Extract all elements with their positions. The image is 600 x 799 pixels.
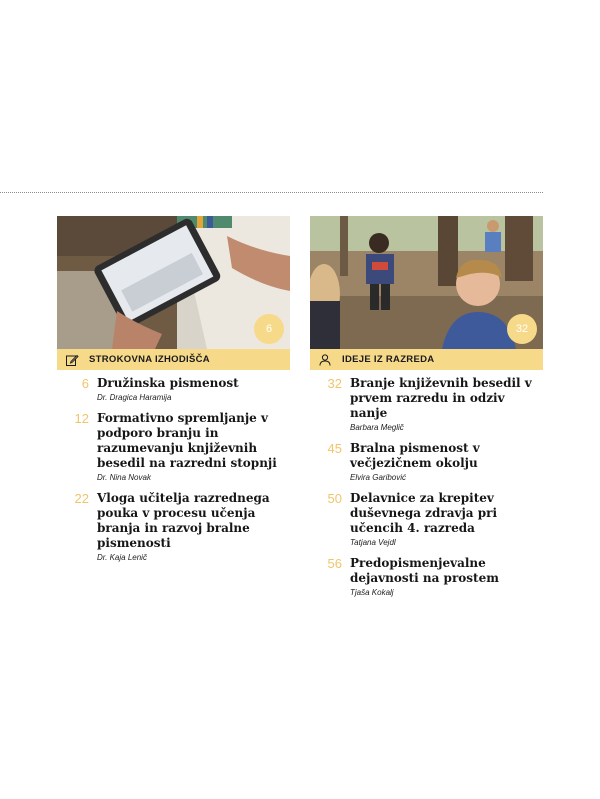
toc-entry[interactable]: [310, 491, 543, 549]
page-number: 56: [327, 556, 342, 571]
toc-list: [310, 376, 543, 599]
section-header: [310, 349, 543, 370]
toc-entry[interactable]: [310, 441, 543, 484]
toc-entry[interactable]: [57, 376, 290, 404]
section-ideje-iz-razreda: [310, 216, 543, 606]
article-author: Dr. Nina Novak: [97, 473, 151, 482]
article-author: Tatjana Vejdl: [350, 538, 396, 547]
article-title: Vloga učitelja razrednega pouka v procesu učenja branja in razvoj bralne pismenosti: [97, 491, 270, 550]
article-author: Barbara Meglič: [350, 423, 404, 432]
page-number: 45: [327, 441, 342, 456]
article-author: Dr. Dragica Haramija: [97, 393, 172, 402]
article-author: Tjaša Kokalj: [350, 588, 394, 597]
article-author: Elvira Garibović: [350, 473, 407, 482]
page-number: 32: [327, 376, 342, 391]
article-title: Branje književnih besedil v prvem razredu in odziv nanje: [350, 376, 532, 420]
article-author: Dr. Kaja Lenič: [97, 553, 147, 562]
children-in-forest-photo: [310, 216, 543, 349]
page-number: 6: [81, 376, 89, 391]
toc-entry[interactable]: [57, 491, 290, 564]
section-strokovna-izhodisca: [57, 216, 290, 571]
toc-entry[interactable]: [57, 411, 290, 484]
people-icon: [318, 353, 332, 367]
section-header: [57, 349, 290, 370]
article-title: Bralna pismenost v večjezičnem okolju: [350, 441, 480, 470]
page-number: 22: [74, 491, 89, 506]
article-title: Delavnice za krepitev duševnega zdravja pri učencih 4. razreda: [350, 491, 498, 535]
toc-entry[interactable]: [310, 556, 543, 599]
edit-icon: [65, 353, 79, 367]
toc-list: [57, 376, 290, 564]
page-number: 12: [74, 411, 89, 426]
page-badge: 6: [254, 314, 284, 344]
article-title: Predopismenjevalne dejavnosti na prostem: [350, 556, 499, 585]
page-number: 50: [327, 491, 342, 506]
article-title: Formativno spremljanje v podporo branju in razumevanju književnih besedil na razredni stopnji: [97, 411, 277, 470]
child-using-tablet-photo: [57, 216, 290, 349]
toc-entry[interactable]: [310, 376, 543, 434]
dotted-divider: [0, 192, 543, 193]
article-title: Družinska pismenost: [97, 376, 239, 390]
section-title: STROKOVNA IZHODIŠČA: [89, 354, 210, 365]
page-badge: 32: [507, 314, 537, 344]
section-title: IDEJE IZ RAZREDA: [342, 354, 435, 365]
